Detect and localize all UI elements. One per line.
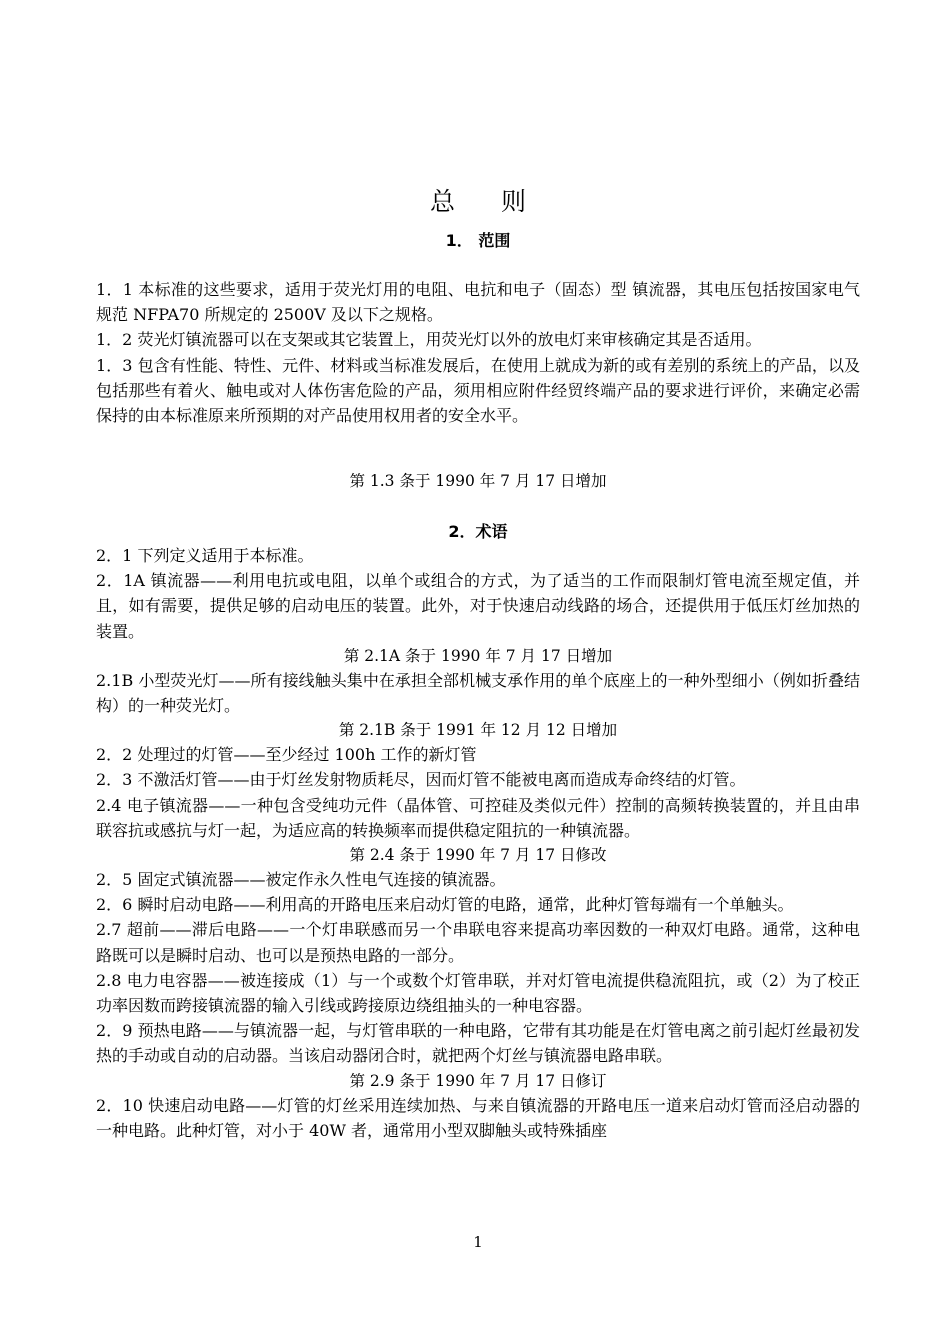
term-2-4: 2.4 电子镇流器——一种包含受纯功元件（晶体管、可控硅及类似元件）控制的高频转换装置的，并且由串联容抗或感抗与灯一起，为适应高的转换频率而提供稳定阻抗的一种镇流器。 (96, 795, 860, 840)
term-2-10: 2．10 快速启动电路——灯管的灯丝采用连续加热、与来自镇流器的开路电压一道来启动灯管而泾启动器的一种电路。此种灯管，对小于 40W 者，通常用小型双脚触头或特殊插座 (96, 1095, 860, 1140)
term-2-7: 2.7 超前——滞后电路——一个灯串联感而另一个串联电容来提高功率因数的一种双灯电路。通常，这种电路既可以是瞬时启动、也可以是预热电路的一部分。 (96, 920, 860, 965)
document-title: 总则 (429, 186, 572, 216)
term-2-2: 2．2 处理过的灯管——至少经过 100h 工作的新灯管 (96, 745, 477, 765)
term-2-1a: 2．1A 镇流器——利用电抗或电阻，以单个或组合的方式，为了适当的工作而限制灯管电流至规定值，并且，如有需要，提供足够的启动电压的装置。此外，对于快速启动线路的场合，还提供用于低压灯丝加热的装置。 (96, 571, 860, 641)
term-2-5: 2．5 固定式镇流器——被定作永久性电气连接的镇流器。 (96, 870, 506, 890)
amendment-note-2-1a: 第 2.1A 条于 1990 年 7 月 17 日增加 (343, 646, 613, 665)
section-scope-note-wrap (96, 469, 860, 493)
section-heading-terms: 2．术语 (448, 522, 508, 541)
section-scope-body (96, 277, 860, 428)
term-2-9: 2．9 预热电路——与镇流器一起，与灯管串联的一种电路，它带有其功能是在灯管电离之前引起灯丝最初发热的手动或自动的启动器。当该启动器闭合时，就把两个灯丝与镇流器电路串联。 (96, 1021, 860, 1066)
paragraph-1-1: 1．1 本标准的这些要求，适用于荧光灯用的电阻、电抗和电子（固态）型 镇流器，其电压包括按国家电气规范 NFPA70 所规定的 2500V 及以下之规格。 (96, 280, 860, 325)
paragraph-1-2: 1．2 荧光灯镇流器可以在支架或其它装置上，用荧光灯以外的放电灯来审核确定其是否适用。 (96, 330, 762, 350)
section-heading-scope: 1． 范围 (445, 231, 511, 250)
amendment-note-2-4: 第 2.4 条于 1990 年 7 月 17 日修改 (349, 846, 607, 865)
term-2-8: 2.8 电力电容器——被连接成（1）与一个或数个灯管串联，并对灯管电流提供稳流阻抗，或（2）为了校正功率因数而跨接镇流器的输入引线或跨接原边绕组抽头的一种电容器。 (96, 970, 860, 1016)
term-2-1: 2．1 下列定义适用于本标准。 (96, 546, 314, 565)
term-2-1b: 2.1B 小型荧光灯——所有接线触头集中在承担全部机械支承作用的单个底座上的一种外型细小（例如折叠结构）的一种荧光灯。 (96, 670, 860, 716)
page-number: 1 (473, 1233, 483, 1251)
amendment-note-2-9: 第 2.9 条于 1990 年 7 月 17 日修订 (349, 1071, 607, 1090)
document-page (96, 0, 860, 1342)
section-terms-body (96, 543, 860, 1143)
term-2-3: 2．3 不激活灯管——由于灯丝发射物质耗尽，因而灯管不能被电离而造成寿命终结的灯管。 (96, 770, 746, 790)
amendment-note-1-3: 第 1.3 条于 1990 年 7 月 17 日增加 (349, 472, 607, 490)
amendment-note-2-1b: 第 2.1B 条于 1991 年 12 月 12 日增加 (338, 721, 618, 740)
term-2-6: 2．6 瞬时启动电路——利用高的开路电压来启动灯管的电路，通常，此种灯管每端有一个单触头。 (96, 895, 794, 915)
paragraph-1-3: 1．3 包含有性能、特性、元件、材料或当标准发展后，在使用上就成为新的或有差别的系统上的产品，以及包括那些有着火、触电或对人体伤害危险的产品，须用相应附件经贸终端产品的要求进行评价，来确定必需保持的由本标准原来所预期的对产品使用权用者的安全水平。 (96, 355, 860, 426)
